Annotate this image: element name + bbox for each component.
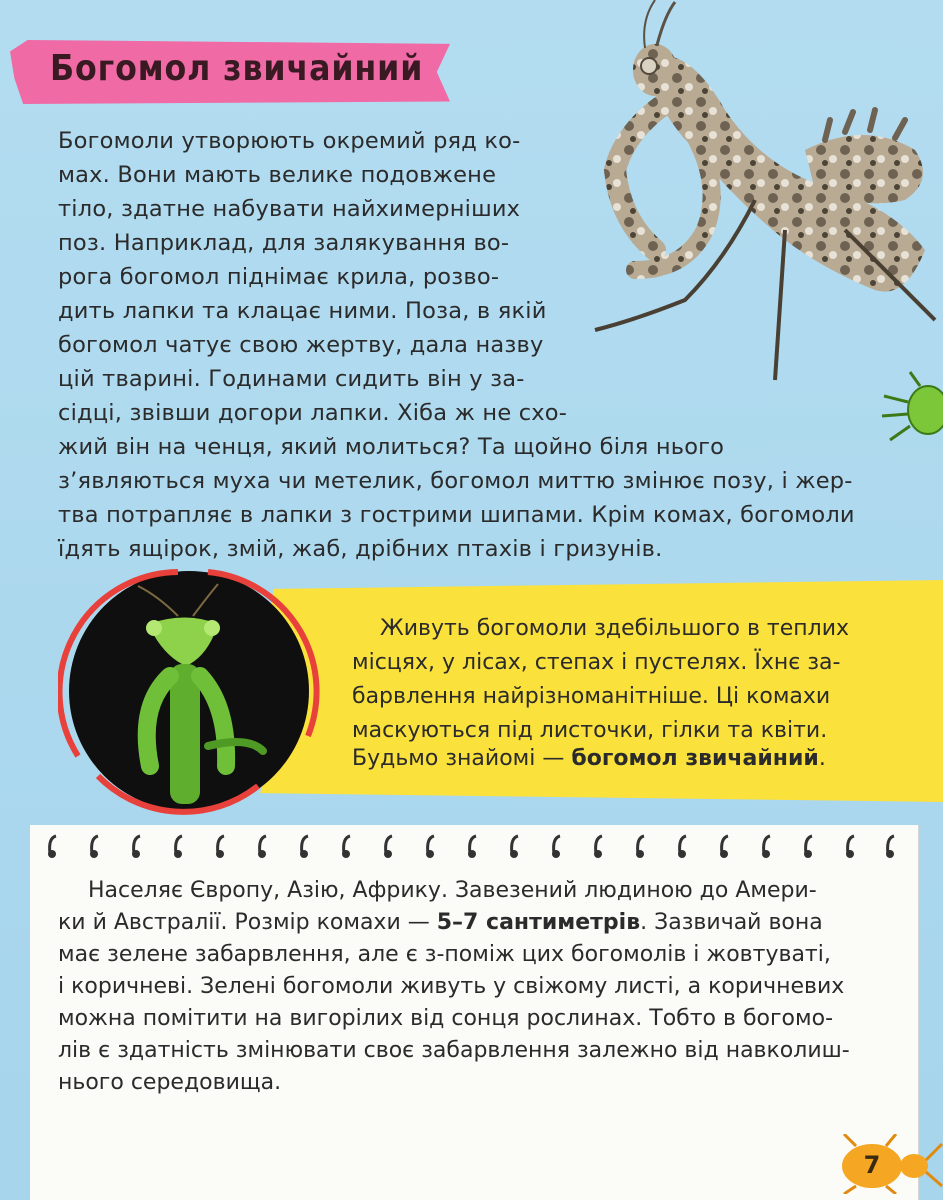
note-line: можна помітити на вигорілих від сонця рослинах. Тобто в богомо- <box>58 1006 834 1031</box>
intro-line: їдять ящірок, змій, жаб, дрібних птахів і гризунів. <box>58 536 663 562</box>
species-name: богомол звичайний <box>571 746 819 771</box>
intro-line: богомол чатує свою жертву, дала назву <box>58 332 544 358</box>
mantis-photo <box>575 0 943 385</box>
habitat-last-prefix: Будьмо знайомі — <box>352 746 572 771</box>
green-bug-icon <box>880 368 943 448</box>
habitat-line: барвлення найрізноманітніше. Ці комахи <box>352 684 831 709</box>
habitat-line: місцях, у лісах, степах і пустелях. Їхнє за- <box>352 650 841 675</box>
habitat-line <box>352 748 826 770</box>
intro-line: Богомоли утворюють окремий ряд ко- <box>58 128 521 154</box>
note-line: і коричневі. Зелені богомоли живуть у свіжому листі, а коричневих <box>58 974 845 999</box>
page-number: 7 <box>863 1151 881 1179</box>
intro-line: поз. Наприклад, для залякування во- <box>58 230 510 256</box>
intro-line: сідці, звівши догори лапки. Хіба ж не схо- <box>58 400 568 426</box>
intro-line: рога богомол піднімає крила, розво- <box>58 264 500 290</box>
note-line: має зелене забарвлення, але є з-поміж цих богомолів і жовтуваті, <box>58 942 831 967</box>
habitat-line: Живуть богомоли здебільшого в теплих <box>380 616 850 641</box>
intro-line: цій тварині. Годинами сидить він у за- <box>58 366 525 392</box>
habitat-last-suffix: . <box>818 746 826 771</box>
note-line: нього середовища. <box>58 1070 282 1095</box>
notepad-rings <box>40 830 900 860</box>
habitat-line: маскуються під листочки, гілки та квіти. <box>352 718 828 743</box>
page-title: Богомол звичайний <box>50 48 424 89</box>
green-mantis-photo <box>58 566 320 816</box>
intro-line: з’являються муха чи метелик, богомол миттю змінює позу, і жер- <box>58 468 853 494</box>
intro-line: тва потрапляє в лапки з гострими шипами. Крім комах, богомоли <box>58 502 855 528</box>
intro-line: дить лапки та клацає ними. Поза, в якій <box>58 298 547 324</box>
size-value: 5–7 сантиметрів <box>436 910 641 935</box>
intro-line: мах. Вони мають велике подовжене <box>58 162 497 188</box>
note-line2-prefix: ки й Австралії. Розмір комахи — <box>58 910 437 935</box>
note-line: Населяє Європу, Азію, Африку. Завезений людиною до Амери- <box>88 878 817 903</box>
note-line2-suffix: . Зазвичай вона <box>640 910 823 935</box>
intro-line: тіло, здатне набувати найхимерніших <box>58 196 521 222</box>
intro-line: жий він на ченця, який молиться? Та щойно біля нього <box>58 434 725 460</box>
note-line: лів є здатність змінювати своє забарвлення залежно від навколиш- <box>58 1038 850 1063</box>
note-line <box>58 912 823 934</box>
